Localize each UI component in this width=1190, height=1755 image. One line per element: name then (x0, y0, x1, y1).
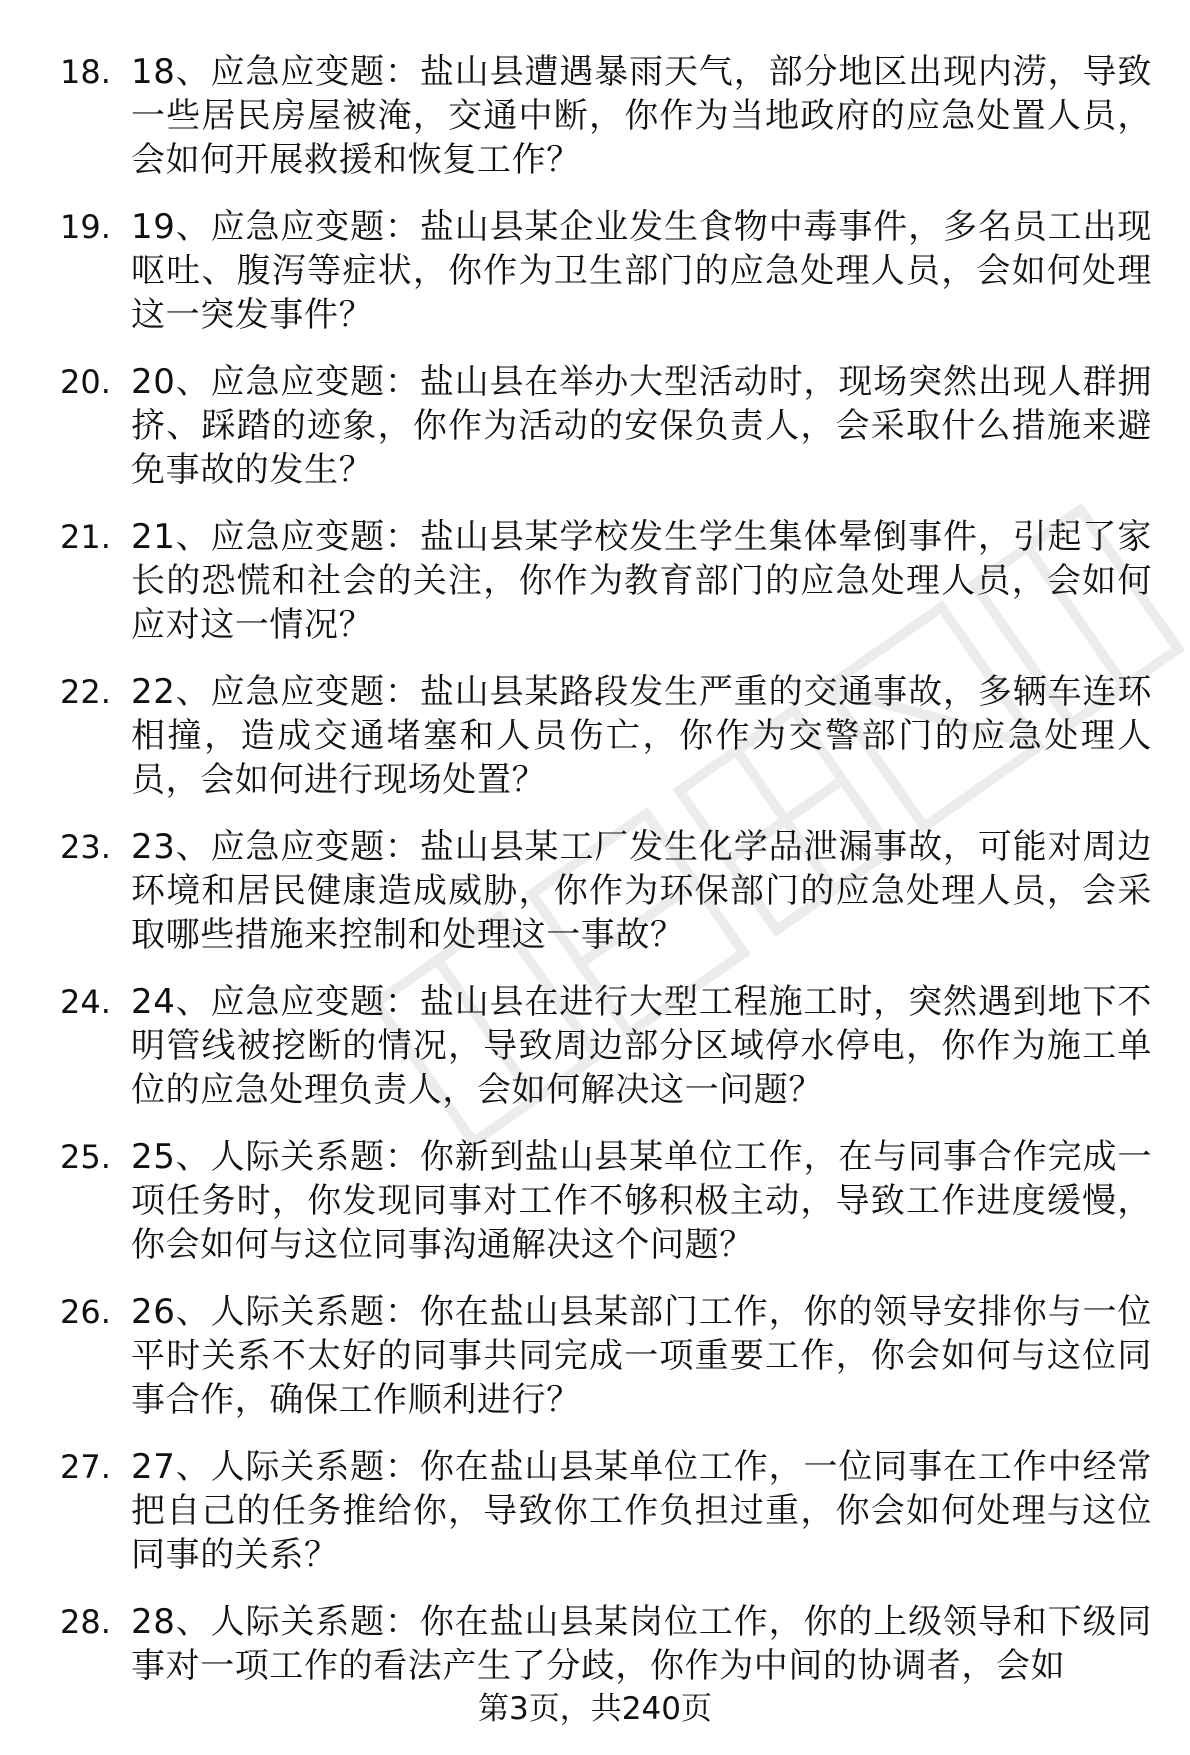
question-item (0, 50, 1190, 182)
question-text: 27、人际关系题：你在盐山县某单位工作，一位同事在工作中经常把自己的任务推给你，导致你工作负担过重，你会如何处理与这位同事的关系？ (131, 1447, 1152, 1575)
question-text: 18、应急应变题：盐山县遭遇暴雨天气，部分地区出现内涝，导致一些居民房屋被淹，交通中断，你作为当地政府的应急处置人员，会如何开展救援和恢复工作？ (131, 52, 1152, 180)
question-item (0, 515, 1190, 647)
question-text: 20、应急应变题：盐山县在举办大型活动时，现场突然出现人群拥挤、踩踏的迹象，你作为活动的安保负责人，会采取什么措施来避免事故的发生？ (131, 362, 1152, 490)
question-text: 26、人际关系题：你在盐山县某部门工作，你的领导安排你与一位平时关系不太好的同事共同完成一项重要工作，你会如何与这位同事合作，确保工作顺利进行？ (131, 1292, 1152, 1420)
question-text: 23、应急应变题：盐山县某工厂发生化学品泄漏事故，可能对周边环境和居民健康造成威胁，你作为环保部门的应急处理人员，会采取哪些措施来控制和处理这一事故？ (131, 827, 1152, 955)
question-item (0, 1290, 1190, 1422)
question-number: 28. (60, 1603, 111, 1641)
question-item (0, 1135, 1190, 1267)
question-text: 22、应急应变题：盐山县某路段发生严重的交通事故，多辆车连环相撞，造成交通堵塞和人员伤亡，你作为交警部门的应急处理人员，会如何进行现场处置？ (131, 672, 1152, 800)
question-number: 24. (60, 983, 111, 1021)
question-number: 23. (60, 828, 111, 866)
question-item (0, 980, 1190, 1112)
question-number: 20. (60, 363, 111, 401)
question-item (0, 1600, 1190, 1688)
question-item (0, 360, 1190, 492)
question-number: 19. (60, 208, 111, 246)
question-number: 22. (60, 673, 111, 711)
question-number: 26. (60, 1293, 111, 1331)
question-text: 21、应急应变题：盐山县某学校发生学生集体晕倒事件，引起了家长的恐慌和社会的关注，你作为教育部门的应急处理人员，会如何应对这一情况？ (131, 517, 1152, 645)
question-number: 21. (60, 518, 111, 556)
question-item (0, 205, 1190, 337)
question-item (0, 1445, 1190, 1577)
question-text: 24、应急应变题：盐山县在进行大型工程施工时，突然遇到地下不明管线被挖断的情况，导致周边部分区域停水停电，你作为施工单位的应急处理负责人，会如何解决这一问题？ (131, 982, 1152, 1110)
question-number: 25. (60, 1138, 111, 1176)
question-text: 28、人际关系题：你在盐山县某岗位工作，你的上级领导和下级同事对一项工作的看法产生了分歧，你作为中间的协调者，会如 (131, 1602, 1152, 1686)
question-text: 25、人际关系题：你新到盐山县某单位工作，在与同事合作完成一项任务时，你发现同事对工作不够积极主动，导致工作进度缓慢，你会如何与这位同事沟通解决这个问题？ (131, 1137, 1152, 1265)
page-number-footer: 第3页，共240页 (478, 1691, 712, 1727)
question-list (0, 50, 1190, 1711)
question-item (0, 825, 1190, 957)
question-item (0, 670, 1190, 802)
question-number: 18. (60, 53, 111, 91)
question-text: 19、应急应变题：盐山县某企业发生食物中毒事件，多名员工出现呕吐、腹泻等症状，你作为卫生部门的应急处理人员，会如何处理这一突发事件？ (131, 207, 1152, 335)
question-number: 27. (60, 1448, 111, 1486)
